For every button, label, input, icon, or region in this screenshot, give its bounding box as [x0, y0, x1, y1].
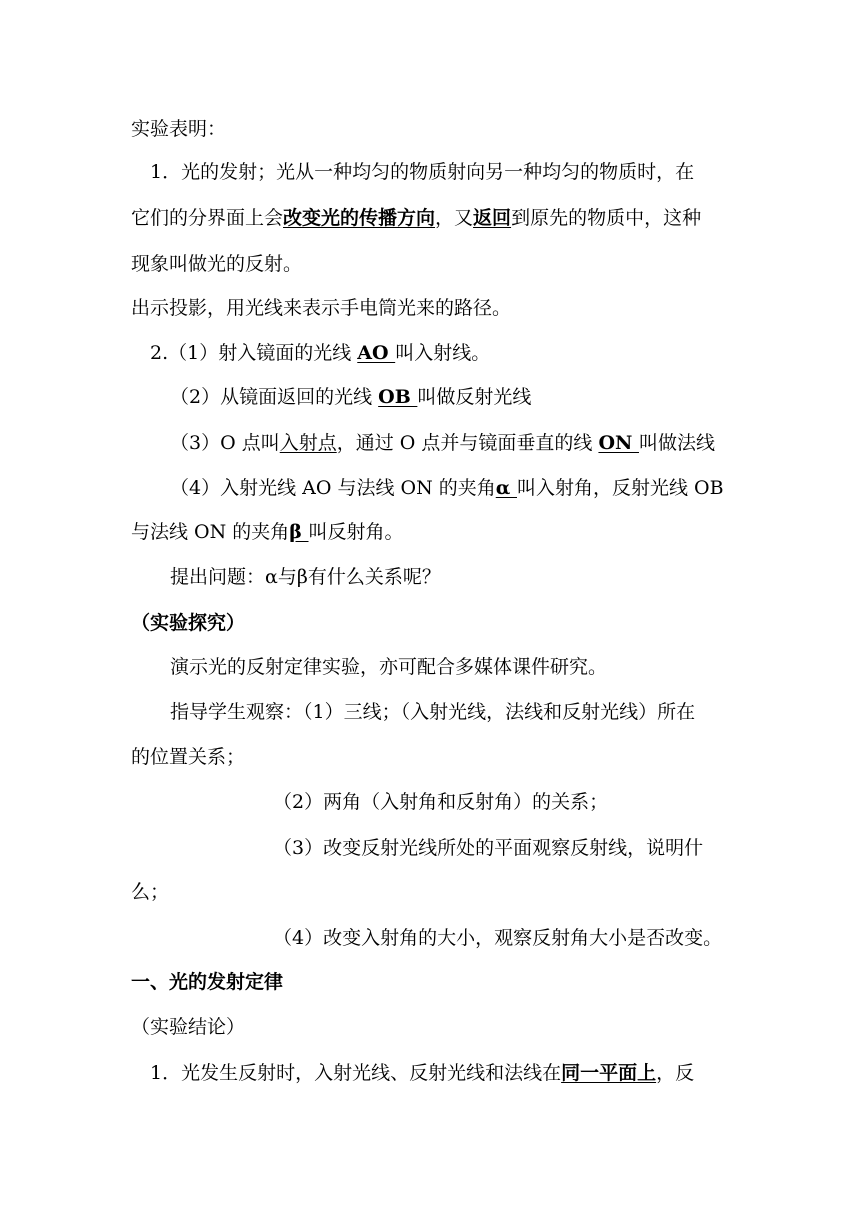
heading-law-of-reflection: 一、光的发射定律 — [131, 971, 284, 993]
term-ao: AO — [357, 342, 396, 364]
paragraph-reflection-definition-end: 现象叫做光的反射。 — [131, 253, 303, 275]
heading-experiment-conclusion: （实验结论） — [131, 1016, 246, 1038]
observation-change-plane-cont: 么； — [131, 881, 170, 903]
paragraph-conclusion-1: 1．光发生反射时，入射光线、反射光线和法线在同一平面上，反 — [150, 1062, 695, 1084]
paragraph-demonstration: 演示光的反射定律实验，亦可配合多媒体课件研究。 — [170, 656, 608, 678]
item-normal-line: （3）O 点叫入射点，通过 O 点并与镜面垂直的线 ON 叫做法线 — [170, 432, 715, 454]
heading-experiment-inquiry: （实验探究） — [131, 612, 246, 634]
paragraph-question: 提出问题：α与β有什么关系呢？ — [170, 566, 441, 588]
paragraph-projection: 出示投影，用光线来表示手电筒光来的路径。 — [131, 297, 512, 319]
paragraph-guide-observation: 指导学生观察：（1）三线；（入射光线，法线和反射光线）所在 — [170, 701, 696, 723]
term-alpha: α — [495, 477, 517, 499]
observation-two-angles: （2）两角（入射角和反射角）的关系； — [273, 791, 609, 813]
emphasis-same-plane: 同一平面上 — [561, 1062, 657, 1084]
item-incident-ray: 2.（1）射入镜面的光线 AO 叫入射线。 — [150, 342, 491, 364]
term-ob: OB — [378, 386, 418, 408]
emphasis-change-direction: 改变光的传播方向 — [283, 207, 436, 229]
item-angles-cont: 与法线 ON 的夹角β 叫反射角。 — [131, 521, 404, 543]
term-beta: β — [289, 521, 309, 543]
item-reflected-ray: （2）从镜面返回的光线 OB 叫做反射光线 — [170, 386, 532, 408]
term-incidence-point: 入射点 — [279, 432, 337, 454]
paragraph-experiment-shows: 实验表明： — [131, 118, 227, 140]
paragraph-reflection-definition-cont: 它们的分界面上会改变光的传播方向，又返回到原先的物质中，这种 — [131, 207, 702, 229]
observation-change-plane: （3）改变反射光线所处的平面观察反射线，说明什 — [273, 837, 704, 859]
paragraph-reflection-definition: 1．光的发射；光从一种均匀的物质射向另一种均匀的物质时，在 — [150, 161, 695, 183]
item-angles: （4）入射光线 AO 与法线 ON 的夹角α 叫入射角，反射光线 OB — [170, 477, 724, 499]
observation-change-angle: （4）改变入射角的大小，观察反射角大小是否改变。 — [273, 927, 723, 949]
paragraph-guide-observation-cont: 的位置关系； — [131, 746, 246, 768]
term-on: ON — [598, 432, 639, 454]
emphasis-return: 返回 — [473, 207, 512, 229]
